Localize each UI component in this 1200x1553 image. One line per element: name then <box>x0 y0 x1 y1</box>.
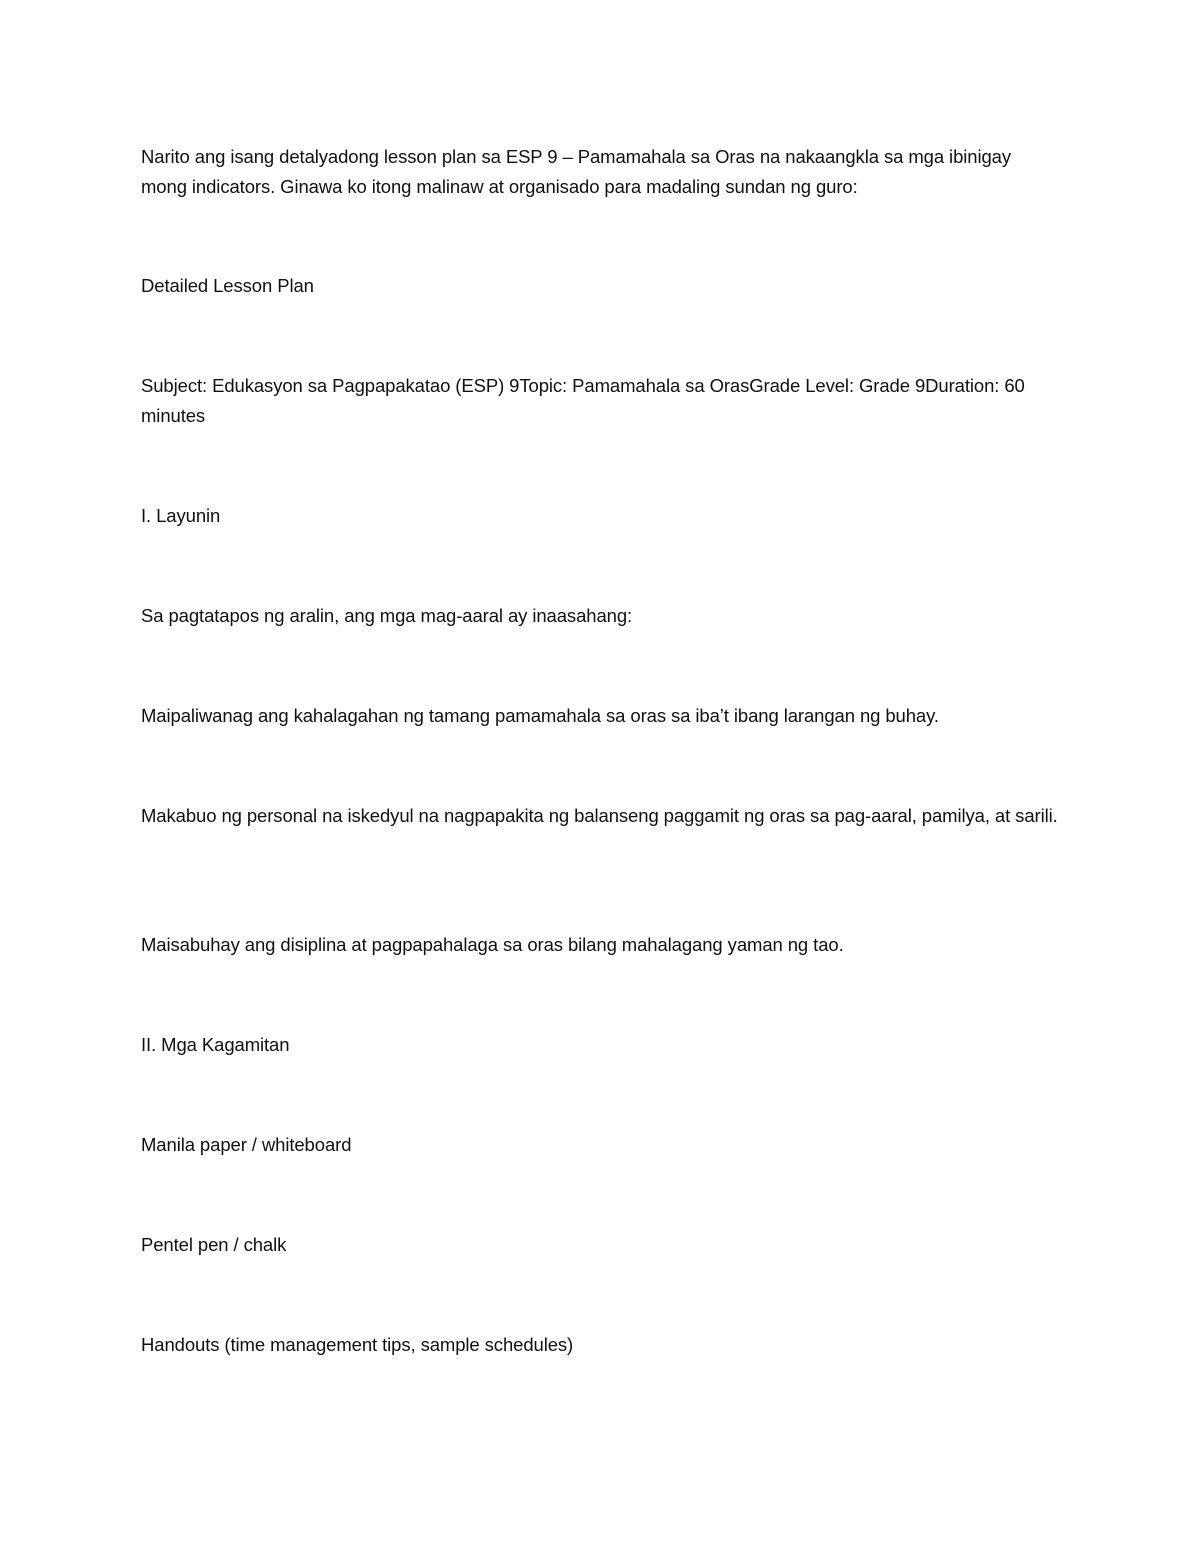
objective-item: Makabuo ng personal na iskedyul na nagpapakita ng balanseng paggamit ng oras sa pag-aaral, pamilya, at sarili. <box>141 805 1058 826</box>
section-heading-kagamitan: II. Mga Kagamitan <box>141 1034 290 1055</box>
material-item: Manila paper / whiteboard <box>141 1134 352 1155</box>
lesson-details: Subject: Edukasyon sa Pagpapakatao (ESP) 9Topic: Pamamahala sa OrasGrade Level: Grade 9Duration: 60 minutes <box>141 375 1025 426</box>
document-title: Detailed Lesson Plan <box>141 275 314 296</box>
material-item: Handouts (time management tips, sample schedules) <box>141 1334 574 1355</box>
intro-paragraph: Narito ang isang detalyadong lesson plan sa ESP 9 – Pamamahala sa Oras na nakaangkla sa mga ibinigay mong indicators. Ginawa ko itong malinaw at organisado para madaling sundan ng guro: <box>141 146 1011 197</box>
section-heading-layunin: I. Layunin <box>141 505 221 526</box>
objectives-lead: Sa pagtatapos ng aralin, ang mga mag-aaral ay inaasahang: <box>141 605 633 626</box>
objective-item: Maipaliwanag ang kahalagahan ng tamang pamamahala sa oras sa iba’t ibang larangan ng buhay. <box>141 705 939 726</box>
material-item: Pentel pen / chalk <box>141 1234 287 1255</box>
objective-item: Maisabuhay ang disiplina at pagpapahalaga sa oras bilang mahalagang yaman ng tao. <box>141 934 844 955</box>
